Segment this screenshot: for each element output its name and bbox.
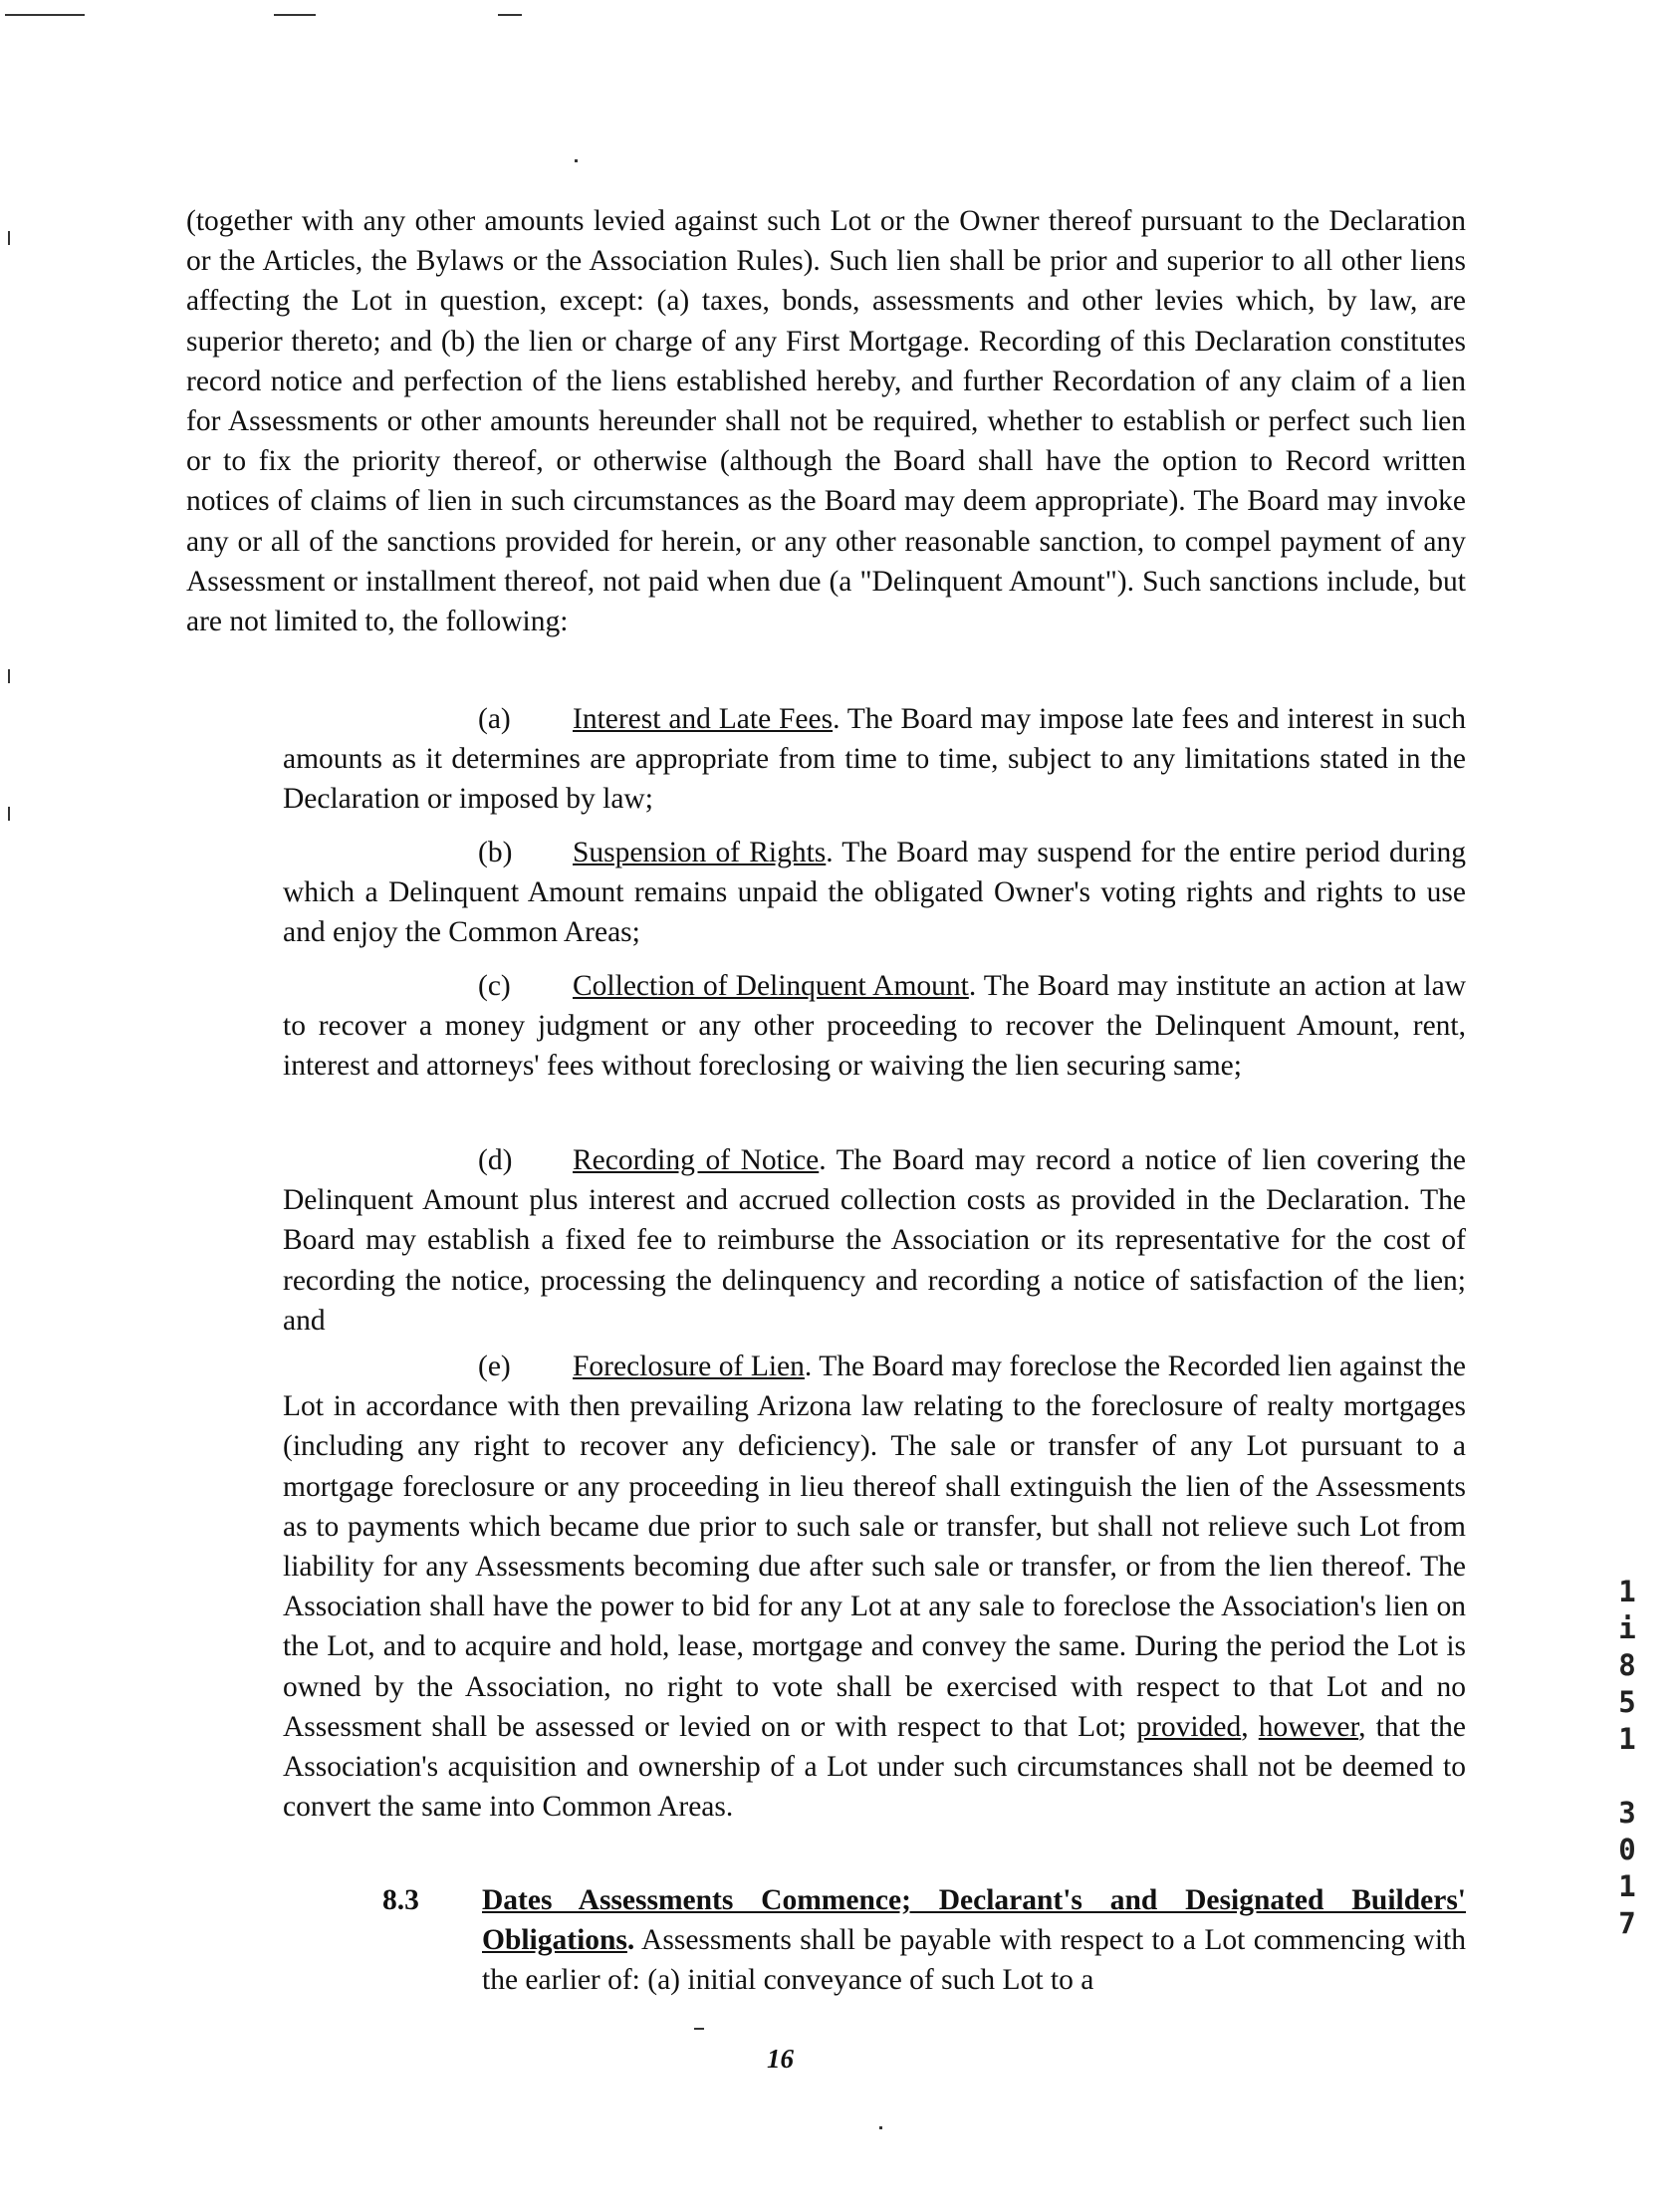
sanction-title: Interest and Late Fees [573,703,834,735]
page-number: 16 [767,2044,794,2074]
section-title: Dates Assessments Commence; Declarant's and Designated Builders' Obligations [482,1884,1466,1957]
emphasis-however: however [1258,1710,1359,1743]
sanction-label: (d) [478,1144,513,1176]
section-title-end: . [626,1924,635,1957]
stamp-char: 7 [1618,1906,1636,1940]
stamp-gap [1611,1758,1643,1795]
stamp-char: 1 [1618,1722,1636,1756]
stamp-char: 0 [1618,1833,1636,1866]
stamp-char: 1 [1618,1869,1636,1903]
sanction-text-end: , that the Association's acquisition and ownership of a Lot under such circumstances shall not be deemed to convert the same into Common Areas. [283,1710,1467,1824]
scan-artifact-dot [879,2126,882,2129]
stamp-char: 3 [1618,1796,1636,1830]
sanction-label: (a) [478,703,511,735]
section-number: 8.3 [382,1884,419,1916]
sanction-text: . The Board may impose late fees and interest in such amounts as it determines are appropriate from time to time, subject to any limitations stated in the Declaration or imposed by law; [283,703,1466,816]
stamp-char: 1 [1618,1575,1636,1608]
scan-artifact-line [274,14,316,16]
scan-artifact-line [498,14,522,16]
scan-artifact-dash [694,2028,704,2030]
section-text: Assessments shall be payable with respect to a Lot commencing with the earlier of: (a) initial conveyance of such Lot to a [482,1924,1466,1997]
lien-paragraph [186,201,1466,641]
sanction-label: (b) [478,837,513,868]
sanction-title: Foreclosure of Lien [573,1351,805,1382]
scan-artifact-tick [8,807,10,821]
sanction-title: Collection of Delinquent Amount [573,970,969,1002]
sanction-text: . The Board may suspend for the entire period during which a Delinquent Amount remains unpaid the obligated Owner's voting rights and rights to use and enjoy the Common Areas; [283,837,1466,949]
scan-artifact-tick [8,231,10,245]
sanction-text: . The Board may record a notice of lien covering the Delinquent Amount plus interest and accrued collection costs as provided in the Declaration. The Board may establish a fixed fee to reimburse the Association or its representative for the cost of recording the notice, processing the delinquency and recording a notice of satisfaction of the lien; and [283,1144,1466,1337]
lien-paragraph-text: (together with any other amounts levied against such Lot or the Owner thereof pursuant to the Declaration or the Articles, the Bylaws or the Association Rules). Such lien shall be prior and superior to all other liens affecting the Lot in question, except: (a) taxes, bonds, assessments and other levies which, by law, are superior thereto; and (b) the lien or charge of any First Mortgage. Recording of this Declaration constitutes record notice and perfection of the liens established hereby, and further Recordation of any claim of a lien for Assessments or other amounts hereunder shall not be required, whether to establish or perfect such lien or to fix the priority thereof, or otherwise (although the Board shall have the option to Record written notices of claims of lien in such circumstances as the Board may deem appropriate). The Board may invoke any or all of the sanctions provided for herein, or any other reasonable sanction, to compel payment of any Assessment or installment thereof, not paid when due (a "Delinquent Amount"). Such sanctions include, but are not limited to, the following: [186,205,1466,638]
sanction-a [283,699,1466,820]
sanction-text: . The Board may foreclose the Recorded lien against the Lot in accordance with then prevailing Arizona law relating to the foreclosure of realty mortgages (including any right to recover any deficiency). The sale or transfer of any Lot pursuant to a mortgage foreclosure or any proceeding in lieu thereof shall extinguish the lien of the Assessments as to payments which became due prior to such sale or transfer, but shall not relieve such Lot from liability for any Assessments becoming due after such sale or transfer, or from the lien thereof. The Association shall have the power to bid for any Lot at any sale to foreclose the Association's lien on the Lot, and to acquire and hold, lease, mortgage and convey the same. During the period the Lot is owned by the Association, no right to vote shall be exercised with respect to that Lot and no Assessment shall be assessed or levied on or with respect to that Lot; [283,1351,1466,1743]
margin-recording-stamp [1611,1574,1643,1942]
sanction-b [283,833,1466,953]
sanction-label: (c) [478,970,511,1002]
sanction-text: . The Board may institute an action at law to recover a money judgment or any other proceeding to recover the Delinquent Amount, rent, interest and attorneys' fees without foreclosing or waiving the lien securing same; [283,970,1466,1083]
sanction-title: Suspension of Rights [573,837,827,868]
scan-artifact-tick [8,669,10,683]
sanction-d [283,1140,1466,1341]
emphasis-provided: provided [1136,1710,1242,1743]
scan-artifact-dot [575,159,578,162]
stamp-char: 5 [1618,1685,1636,1719]
section-8-3 [482,1880,1466,2001]
stamp-char: 8 [1618,1648,1636,1682]
stamp-char: i [1618,1611,1636,1645]
sanction-label: (e) [478,1351,511,1382]
sanction-title: Recording of Notice [573,1144,820,1176]
sanction-e [283,1347,1466,1827]
scan-artifact-line [5,14,85,16]
emphasis-comma: , [1241,1710,1259,1743]
sanction-c [283,966,1466,1087]
